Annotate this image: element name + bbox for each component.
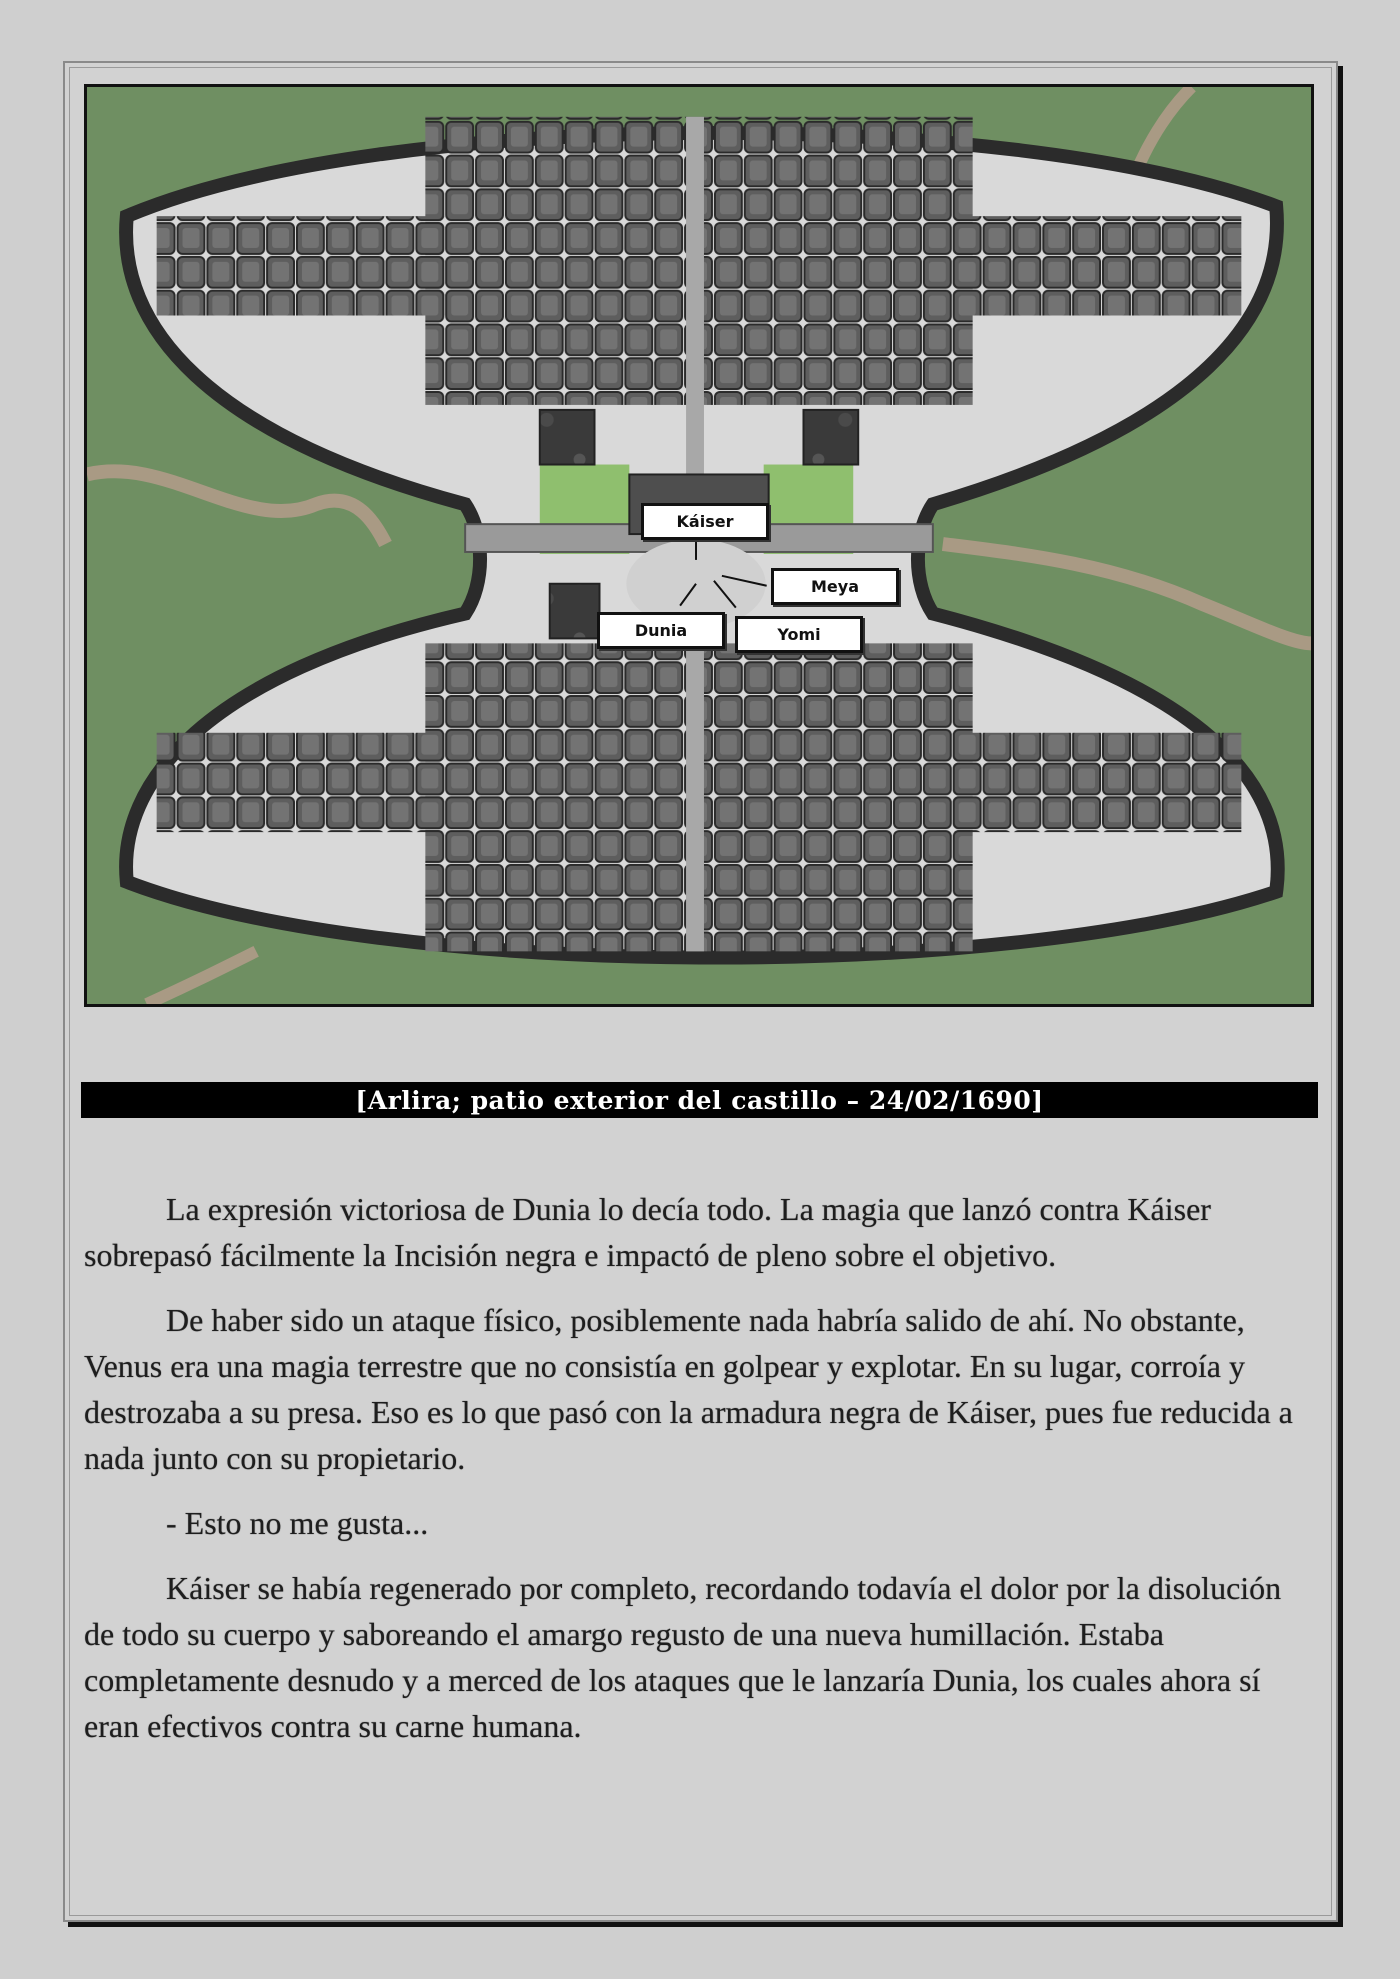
- label-dunia: Dunia: [597, 612, 725, 649]
- tower-right: [803, 410, 858, 465]
- buildings-top-left: [157, 216, 446, 315]
- buildings-bottom-left: [157, 733, 446, 832]
- label-yomi: Yomi: [735, 616, 863, 653]
- tower-left: [540, 410, 595, 465]
- paragraph: Káiser se había regenerado por completo, recordando todavía el dolor por la disolución de todo su cuerpo y saboreando el amargo regusto de una nueva humillación. Estaba completamente desnudo y a merced de los ataques que le lanzaría Dunia, los cuales ahora sí eran efectivos contra su carne humana.: [84, 1570, 1282, 1744]
- paragraph: De haber sido un ataque físico, posiblemente nada habría salido de ahí. No obstante, Venus era una magia terrestre que no consistía en golpear y explotar. En su lugar, corroía y destrozaba a su presa. Eso es lo que pasó con la armadura negra de Káiser, pues fue reducida a nada junto con su propietario.: [84, 1302, 1293, 1476]
- scene-header: [Arlira; patio exterior del castillo – 24/02/1690]: [81, 1082, 1318, 1118]
- castle-map-drawing: [87, 87, 1311, 1004]
- label-meya: Meya: [771, 568, 899, 605]
- buildings-top-right: [953, 216, 1242, 315]
- paragraph: La expresión victoriosa de Dunia lo decía todo. La magia que lanzó contra Káiser sobrepasó fácilmente la Incisión negra e impactó de pleno sobre el objetivo.: [84, 1191, 1211, 1273]
- tower-bottom-left: [550, 584, 600, 639]
- label-kaiser: Káiser: [641, 503, 769, 540]
- castle-map: [84, 84, 1314, 1007]
- buildings-bottom-right: [953, 733, 1242, 832]
- paragraph-dialogue: - Esto no me gusta...: [166, 1505, 429, 1541]
- story-text: [84, 1186, 1316, 1768]
